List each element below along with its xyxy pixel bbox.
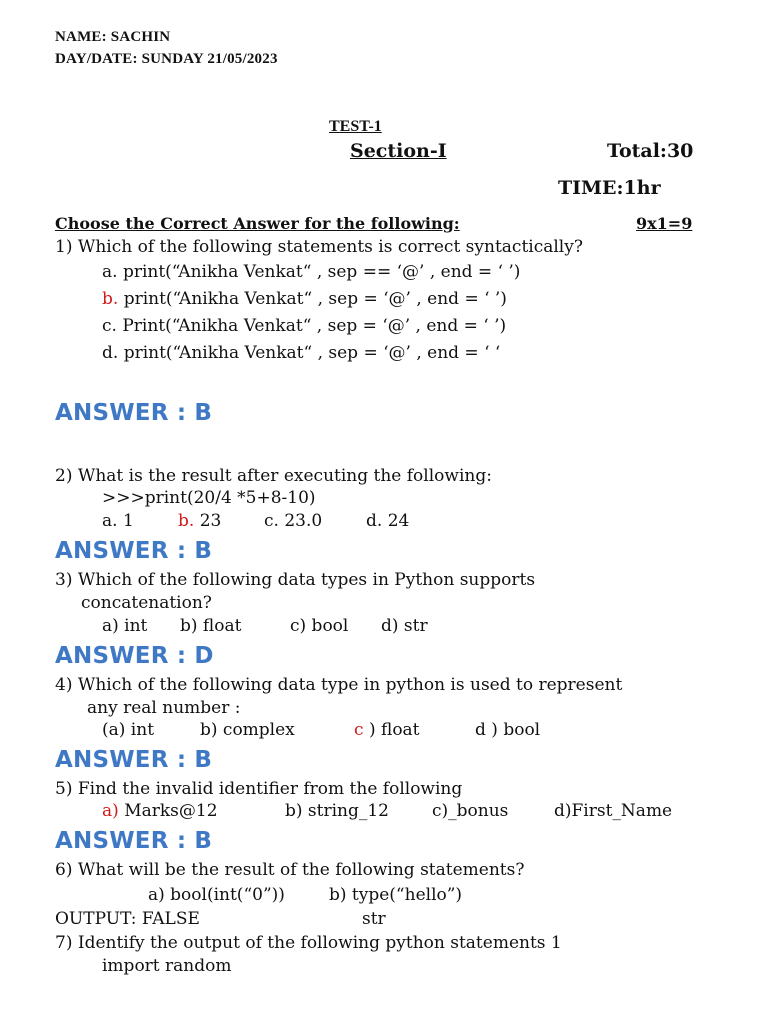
q3-question-cont: concatenation?: [81, 593, 212, 613]
test-title: TEST-1: [329, 118, 382, 135]
section-title: [350, 140, 447, 162]
q5-option-d: d)First_Name: [554, 801, 673, 821]
q4-option-c-text: ) float: [368, 720, 420, 740]
q3-option-a: a) int: [102, 616, 148, 636]
q2-option-b-text: 23: [199, 511, 222, 531]
q4-option-a: (a) int: [102, 720, 155, 740]
q2-option-a: a. 1: [102, 511, 134, 531]
q2-option-b-letter: b.: [178, 511, 195, 531]
section-marks: 9x1=9: [636, 214, 693, 233]
section-label: Section-I: [350, 140, 447, 162]
q1-option-d: d. print(“Anikha Venkat“ , sep = ‘@’ , end = ‘ ‘: [102, 343, 501, 363]
q5-option-a-text: Marks@12: [124, 801, 218, 821]
q5-option-a: [102, 801, 218, 821]
q4-answer: ANSWER : B: [55, 747, 213, 773]
q6-question: 6) What will be the result of the following statements?: [55, 860, 525, 880]
q2-answer: ANSWER : B: [55, 538, 213, 564]
q7-question: 7) Identify the output of the following python statements 1: [55, 933, 562, 953]
q2-option-c: c. 23.0: [264, 511, 323, 531]
q1-answer: ANSWER : B: [55, 400, 213, 426]
q1-option-b-letter: b.: [102, 289, 119, 309]
q6-option-b: b) type(“hello”): [329, 885, 463, 905]
q4-question-cont: any real number :: [87, 698, 241, 718]
q4-option-c: [354, 720, 420, 740]
student-name: NAME: SACHIN: [55, 29, 171, 45]
q3-option-b: b) float: [180, 616, 242, 636]
total-marks: Total:30: [607, 140, 694, 162]
instruction: Choose the Correct Answer for the following:: [55, 214, 460, 233]
q5-option-b: b) string_12: [285, 801, 390, 821]
q6-output-label: OUTPUT: FALSE: [55, 909, 200, 929]
q2-question: 2) What is the result after executing the following:: [55, 466, 492, 486]
q5-answer: ANSWER : B: [55, 828, 213, 854]
q1-option-b-text: print(“Anikha Venkat“ , sep = ‘@’ , end = ‘ ’): [123, 289, 507, 309]
q2-code: >>>print(20/4 *5+8-10): [102, 488, 316, 508]
q6-output-b: str: [362, 909, 386, 929]
q3-question: 3) Which of the following data types in Python supports: [55, 570, 536, 590]
q6-option-a: a) bool(int(“0”)): [148, 885, 285, 905]
time-limit: TIME:1hr: [558, 177, 661, 199]
q5-option-c: c)_bonus: [432, 801, 509, 821]
q5-question: 5) Find the invalid identifier from the following: [55, 779, 463, 799]
q1-option-a: a. print(“Anikha Venkat“ , sep == ‘@’ , end = ‘ ’): [102, 262, 521, 282]
q1-question: 1) Which of the following statements is correct syntactically?: [55, 237, 583, 257]
q5-option-a-letter: a): [102, 801, 119, 821]
q2-option-b: [178, 511, 221, 531]
q4-option-d: d ) bool: [475, 720, 541, 740]
q4-option-c-letter: c: [354, 720, 364, 740]
q4-option-b: b) complex: [200, 720, 295, 740]
q1-option-b: [102, 289, 507, 309]
q4-question: 4) Which of the following data type in python is used to represent: [55, 675, 623, 695]
q1-option-c: c. Print(“Anikha Venkat“ , sep = ‘@’ , end = ‘ ’): [102, 316, 507, 336]
day-date: DAY/DATE: SUNDAY 21/05/2023: [55, 51, 278, 67]
q3-answer: ANSWER : D: [55, 643, 214, 669]
q3-option-c: c) bool: [290, 616, 349, 636]
q2-option-d: d. 24: [366, 511, 410, 531]
q7-code: import random: [102, 956, 232, 976]
q3-option-d: d) str: [381, 616, 428, 636]
